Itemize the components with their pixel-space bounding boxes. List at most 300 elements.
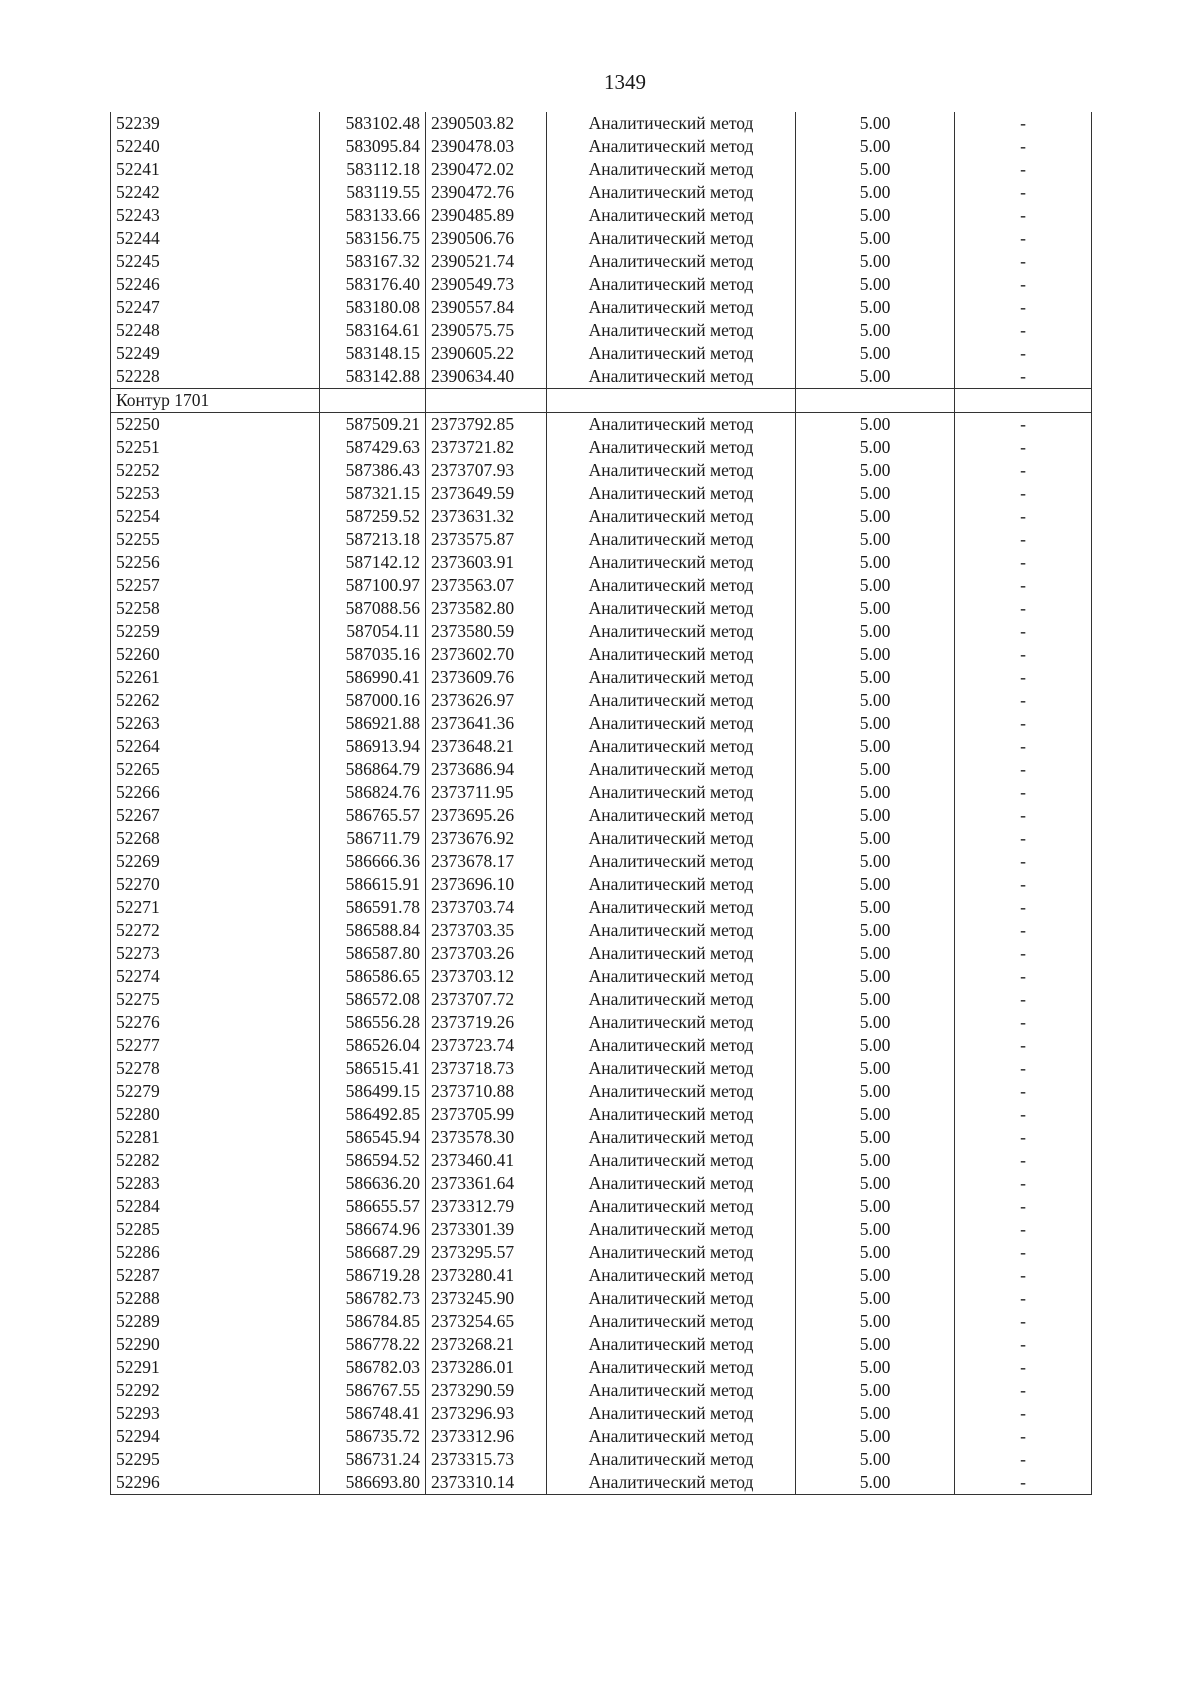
method-cell: Аналитический метод (547, 873, 796, 896)
y-coordinate-cell: 2373310.14 (426, 1471, 547, 1495)
accuracy-cell: 5.00 (796, 135, 955, 158)
accuracy-cell: 5.00 (796, 1126, 955, 1149)
table-row (111, 204, 1092, 227)
accuracy-cell: 5.00 (796, 666, 955, 689)
table-row (111, 781, 1092, 804)
note-cell: - (955, 1241, 1092, 1264)
table-row (111, 1080, 1092, 1103)
accuracy-cell: 5.00 (796, 296, 955, 319)
note-cell: - (955, 1471, 1092, 1495)
table-row (111, 689, 1092, 712)
x-coordinate-cell: 586636.20 (320, 1172, 426, 1195)
table-row (111, 459, 1092, 482)
accuracy-cell: 5.00 (796, 413, 955, 437)
x-coordinate-cell: 587213.18 (320, 528, 426, 551)
note-cell: - (955, 1402, 1092, 1425)
x-coordinate-cell: 586666.36 (320, 850, 426, 873)
y-coordinate-cell: 2373580.59 (426, 620, 547, 643)
y-coordinate-cell: 2373678.17 (426, 850, 547, 873)
note-cell: - (955, 319, 1092, 342)
accuracy-cell: 5.00 (796, 873, 955, 896)
note-cell: - (955, 1057, 1092, 1080)
point-id-cell: 52291 (111, 1356, 320, 1379)
point-id-cell: 52248 (111, 319, 320, 342)
y-coordinate-cell: 2373609.76 (426, 666, 547, 689)
y-coordinate-cell: 2373703.74 (426, 896, 547, 919)
method-cell: Аналитический метод (547, 296, 796, 319)
accuracy-cell: 5.00 (796, 342, 955, 365)
x-coordinate-cell: 586587.80 (320, 942, 426, 965)
method-cell: Аналитический метод (547, 319, 796, 342)
y-coordinate-cell: 2390472.02 (426, 158, 547, 181)
accuracy-cell: 5.00 (796, 574, 955, 597)
note-cell: - (955, 873, 1092, 896)
empty-cell (320, 389, 426, 413)
accuracy-cell: 5.00 (796, 827, 955, 850)
table-row (111, 666, 1092, 689)
note-cell: - (955, 827, 1092, 850)
note-cell: - (955, 1034, 1092, 1057)
y-coordinate-cell: 2373312.79 (426, 1195, 547, 1218)
table-row (111, 1287, 1092, 1310)
accuracy-cell: 5.00 (796, 919, 955, 942)
method-cell: Аналитический метод (547, 988, 796, 1011)
table-row (111, 505, 1092, 528)
table-row (111, 1402, 1092, 1425)
accuracy-cell: 5.00 (796, 1425, 955, 1448)
point-id-cell: 52263 (111, 712, 320, 735)
table-row (111, 850, 1092, 873)
table-row (111, 827, 1092, 850)
point-id-cell: 52246 (111, 273, 320, 296)
point-id-cell: 52258 (111, 597, 320, 620)
method-cell: Аналитический метод (547, 919, 796, 942)
method-cell: Аналитический метод (547, 1103, 796, 1126)
point-id-cell: 52296 (111, 1471, 320, 1495)
accuracy-cell: 5.00 (796, 735, 955, 758)
x-coordinate-cell: 586572.08 (320, 988, 426, 1011)
note-cell: - (955, 181, 1092, 204)
table-row (111, 482, 1092, 505)
accuracy-cell: 5.00 (796, 1310, 955, 1333)
accuracy-cell: 5.00 (796, 942, 955, 965)
table-row (111, 1218, 1092, 1241)
note-cell: - (955, 505, 1092, 528)
method-cell: Аналитический метод (547, 1379, 796, 1402)
x-coordinate-cell: 583119.55 (320, 181, 426, 204)
method-cell: Аналитический метод (547, 1264, 796, 1287)
x-coordinate-cell: 587386.43 (320, 459, 426, 482)
y-coordinate-cell: 2373460.41 (426, 1149, 547, 1172)
accuracy-cell: 5.00 (796, 643, 955, 666)
x-coordinate-cell: 586765.57 (320, 804, 426, 827)
y-coordinate-cell: 2373721.82 (426, 436, 547, 459)
accuracy-cell: 5.00 (796, 1448, 955, 1471)
table-row (111, 735, 1092, 758)
table-row (111, 1379, 1092, 1402)
point-id-cell: 52277 (111, 1034, 320, 1057)
y-coordinate-cell: 2373710.88 (426, 1080, 547, 1103)
table-row (111, 804, 1092, 827)
y-coordinate-cell: 2373602.70 (426, 643, 547, 666)
y-coordinate-cell: 2390478.03 (426, 135, 547, 158)
point-id-cell: 52241 (111, 158, 320, 181)
y-coordinate-cell: 2373603.91 (426, 551, 547, 574)
y-coordinate-cell: 2373696.10 (426, 873, 547, 896)
point-id-cell: 52242 (111, 181, 320, 204)
note-cell: - (955, 781, 1092, 804)
point-id-cell: 52282 (111, 1149, 320, 1172)
method-cell: Аналитический метод (547, 342, 796, 365)
point-id-cell: 52243 (111, 204, 320, 227)
point-id-cell: 52284 (111, 1195, 320, 1218)
method-cell: Аналитический метод (547, 689, 796, 712)
point-id-cell: 52276 (111, 1011, 320, 1034)
table-row (111, 436, 1092, 459)
accuracy-cell: 5.00 (796, 1379, 955, 1402)
y-coordinate-cell: 2390605.22 (426, 342, 547, 365)
point-id-cell: 52254 (111, 505, 320, 528)
table-row (111, 873, 1092, 896)
table-row (111, 342, 1092, 365)
table-row (111, 574, 1092, 597)
method-cell: Аналитический метод (547, 597, 796, 620)
y-coordinate-cell: 2373578.30 (426, 1126, 547, 1149)
x-coordinate-cell: 587035.16 (320, 643, 426, 666)
table-row (111, 319, 1092, 342)
accuracy-cell: 5.00 (796, 1034, 955, 1057)
point-id-cell: 52283 (111, 1172, 320, 1195)
x-coordinate-cell: 586615.91 (320, 873, 426, 896)
accuracy-cell: 5.00 (796, 850, 955, 873)
point-id-cell: 52271 (111, 896, 320, 919)
accuracy-cell: 5.00 (796, 319, 955, 342)
accuracy-cell: 5.00 (796, 1218, 955, 1241)
table-row (111, 250, 1092, 273)
y-coordinate-cell: 2390485.89 (426, 204, 547, 227)
y-coordinate-cell: 2390503.82 (426, 112, 547, 135)
method-cell: Аналитический метод (547, 758, 796, 781)
accuracy-cell: 5.00 (796, 1471, 955, 1495)
accuracy-cell: 5.00 (796, 896, 955, 919)
point-id-cell: 52247 (111, 296, 320, 319)
method-cell: Аналитический метод (547, 1425, 796, 1448)
table-row (111, 896, 1092, 919)
x-coordinate-cell: 586693.80 (320, 1471, 426, 1495)
method-cell: Аналитический метод (547, 1471, 796, 1495)
y-coordinate-cell: 2373723.74 (426, 1034, 547, 1057)
y-coordinate-cell: 2373711.95 (426, 781, 547, 804)
method-cell: Аналитический метод (547, 735, 796, 758)
note-cell: - (955, 919, 1092, 942)
point-id-cell: 52273 (111, 942, 320, 965)
accuracy-cell: 5.00 (796, 1287, 955, 1310)
y-coordinate-cell: 2373312.96 (426, 1425, 547, 1448)
accuracy-cell: 5.00 (796, 712, 955, 735)
table-row (111, 1149, 1092, 1172)
y-coordinate-cell: 2390506.76 (426, 227, 547, 250)
accuracy-cell: 5.00 (796, 204, 955, 227)
y-coordinate-cell: 2390549.73 (426, 273, 547, 296)
table-row (111, 227, 1092, 250)
method-cell: Аналитический метод (547, 712, 796, 735)
accuracy-cell: 5.00 (796, 965, 955, 988)
method-cell: Аналитический метод (547, 1126, 796, 1149)
point-id-cell: 52262 (111, 689, 320, 712)
y-coordinate-cell: 2373295.57 (426, 1241, 547, 1264)
y-coordinate-cell: 2373254.65 (426, 1310, 547, 1333)
accuracy-cell: 5.00 (796, 459, 955, 482)
y-coordinate-cell: 2373705.99 (426, 1103, 547, 1126)
method-cell: Аналитический метод (547, 528, 796, 551)
x-coordinate-cell: 587054.11 (320, 620, 426, 643)
x-coordinate-cell: 586594.52 (320, 1149, 426, 1172)
note-cell: - (955, 1172, 1092, 1195)
table-row (111, 965, 1092, 988)
y-coordinate-cell: 2373718.73 (426, 1057, 547, 1080)
method-cell: Аналитический метод (547, 896, 796, 919)
point-id-cell: 52228 (111, 365, 320, 389)
note-cell: - (955, 413, 1092, 437)
x-coordinate-cell: 587321.15 (320, 482, 426, 505)
table-row (111, 296, 1092, 319)
page-number: 1349 (604, 70, 646, 94)
accuracy-cell: 5.00 (796, 1402, 955, 1425)
accuracy-cell: 5.00 (796, 758, 955, 781)
table-row (111, 1310, 1092, 1333)
note-cell: - (955, 250, 1092, 273)
note-cell: - (955, 528, 1092, 551)
method-cell: Аналитический метод (547, 181, 796, 204)
table-row (111, 413, 1092, 437)
note-cell: - (955, 850, 1092, 873)
x-coordinate-cell: 586782.73 (320, 1287, 426, 1310)
y-coordinate-cell: 2373792.85 (426, 413, 547, 437)
y-coordinate-cell: 2373703.35 (426, 919, 547, 942)
x-coordinate-cell: 587000.16 (320, 689, 426, 712)
y-coordinate-cell: 2373315.73 (426, 1448, 547, 1471)
note-cell: - (955, 158, 1092, 181)
table-row (111, 1356, 1092, 1379)
y-coordinate-cell: 2373707.93 (426, 459, 547, 482)
y-coordinate-cell: 2373296.93 (426, 1402, 547, 1425)
method-cell: Аналитический метод (547, 1080, 796, 1103)
accuracy-cell: 5.00 (796, 551, 955, 574)
accuracy-cell: 5.00 (796, 1149, 955, 1172)
x-coordinate-cell: 583164.61 (320, 319, 426, 342)
point-id-cell: 52286 (111, 1241, 320, 1264)
accuracy-cell: 5.00 (796, 1011, 955, 1034)
empty-cell (426, 389, 547, 413)
note-cell: - (955, 666, 1092, 689)
note-cell: - (955, 482, 1092, 505)
method-cell: Аналитический метод (547, 482, 796, 505)
note-cell: - (955, 1126, 1092, 1149)
y-coordinate-cell: 2373686.94 (426, 758, 547, 781)
y-coordinate-cell: 2373563.07 (426, 574, 547, 597)
y-coordinate-cell: 2373703.12 (426, 965, 547, 988)
x-coordinate-cell: 586735.72 (320, 1425, 426, 1448)
accuracy-cell: 5.00 (796, 804, 955, 827)
x-coordinate-cell: 586526.04 (320, 1034, 426, 1057)
note-cell: - (955, 643, 1092, 666)
table-row (111, 1333, 1092, 1356)
point-id-cell: 52244 (111, 227, 320, 250)
accuracy-cell: 5.00 (796, 1333, 955, 1356)
method-cell: Аналитический метод (547, 781, 796, 804)
note-cell: - (955, 1379, 1092, 1402)
method-cell: Аналитический метод (547, 273, 796, 296)
note-cell: - (955, 942, 1092, 965)
y-coordinate-cell: 2373575.87 (426, 528, 547, 551)
accuracy-cell: 5.00 (796, 1356, 955, 1379)
point-id-cell: 52274 (111, 965, 320, 988)
table-row (111, 158, 1092, 181)
x-coordinate-cell: 587259.52 (320, 505, 426, 528)
x-coordinate-cell: 583148.15 (320, 342, 426, 365)
y-coordinate-cell: 2373719.26 (426, 1011, 547, 1034)
point-id-cell: 52251 (111, 436, 320, 459)
point-id-cell: 52292 (111, 1379, 320, 1402)
method-cell: Аналитический метод (547, 135, 796, 158)
x-coordinate-cell: 583176.40 (320, 273, 426, 296)
x-coordinate-cell: 583133.66 (320, 204, 426, 227)
y-coordinate-cell: 2373695.26 (426, 804, 547, 827)
point-id-cell: 52269 (111, 850, 320, 873)
table-row (111, 620, 1092, 643)
table-row (111, 1126, 1092, 1149)
accuracy-cell: 5.00 (796, 1172, 955, 1195)
y-coordinate-cell: 2373286.01 (426, 1356, 547, 1379)
method-cell: Аналитический метод (547, 459, 796, 482)
note-cell: - (955, 459, 1092, 482)
method-cell: Аналитический метод (547, 666, 796, 689)
method-cell: Аналитический метод (547, 850, 796, 873)
y-coordinate-cell: 2373641.36 (426, 712, 547, 735)
x-coordinate-cell: 587142.12 (320, 551, 426, 574)
table-row (111, 528, 1092, 551)
method-cell: Аналитический метод (547, 1034, 796, 1057)
method-cell: Аналитический метод (547, 1011, 796, 1034)
table-row (111, 112, 1092, 135)
table-row (111, 1425, 1092, 1448)
table-row (111, 551, 1092, 574)
note-cell: - (955, 597, 1092, 620)
y-coordinate-cell: 2390521.74 (426, 250, 547, 273)
y-coordinate-cell: 2373290.59 (426, 1379, 547, 1402)
note-cell: - (955, 1333, 1092, 1356)
x-coordinate-cell: 586687.29 (320, 1241, 426, 1264)
accuracy-cell: 5.00 (796, 158, 955, 181)
method-cell: Аналитический метод (547, 413, 796, 437)
x-coordinate-cell: 586711.79 (320, 827, 426, 850)
x-coordinate-cell: 587429.63 (320, 436, 426, 459)
y-coordinate-cell: 2390557.84 (426, 296, 547, 319)
note-cell: - (955, 1448, 1092, 1471)
point-id-cell: 52287 (111, 1264, 320, 1287)
point-id-cell: 52265 (111, 758, 320, 781)
contour-header-row (111, 389, 1092, 413)
x-coordinate-cell: 586990.41 (320, 666, 426, 689)
note-cell: - (955, 896, 1092, 919)
table-row (111, 597, 1092, 620)
point-id-cell: 52268 (111, 827, 320, 850)
y-coordinate-cell: 2373626.97 (426, 689, 547, 712)
table-row (111, 1264, 1092, 1287)
point-id-cell: 52278 (111, 1057, 320, 1080)
x-coordinate-cell: 586778.22 (320, 1333, 426, 1356)
method-cell: Аналитический метод (547, 1195, 796, 1218)
x-coordinate-cell: 586674.96 (320, 1218, 426, 1241)
x-coordinate-cell: 586492.85 (320, 1103, 426, 1126)
note-cell: - (955, 1149, 1092, 1172)
note-cell: - (955, 574, 1092, 597)
x-coordinate-cell: 586499.15 (320, 1080, 426, 1103)
y-coordinate-cell: 2373280.41 (426, 1264, 547, 1287)
x-coordinate-cell: 586515.41 (320, 1057, 426, 1080)
method-cell: Аналитический метод (547, 1402, 796, 1425)
point-id-cell: 52257 (111, 574, 320, 597)
x-coordinate-cell: 583095.84 (320, 135, 426, 158)
point-id-cell: 52293 (111, 1402, 320, 1425)
point-id-cell: 52264 (111, 735, 320, 758)
note-cell: - (955, 988, 1092, 1011)
accuracy-cell: 5.00 (796, 227, 955, 250)
note-cell: - (955, 296, 1092, 319)
x-coordinate-cell: 583180.08 (320, 296, 426, 319)
accuracy-cell: 5.00 (796, 505, 955, 528)
accuracy-cell: 5.00 (796, 597, 955, 620)
x-coordinate-cell: 586591.78 (320, 896, 426, 919)
point-id-cell: 52272 (111, 919, 320, 942)
table-row (111, 135, 1092, 158)
note-cell: - (955, 1356, 1092, 1379)
method-cell: Аналитический метод (547, 942, 796, 965)
y-coordinate-cell: 2373676.92 (426, 827, 547, 850)
x-coordinate-cell: 586586.65 (320, 965, 426, 988)
x-coordinate-cell: 587509.21 (320, 413, 426, 437)
note-cell: - (955, 342, 1092, 365)
y-coordinate-cell: 2373582.80 (426, 597, 547, 620)
accuracy-cell: 5.00 (796, 1195, 955, 1218)
method-cell: Аналитический метод (547, 436, 796, 459)
note-cell: - (955, 735, 1092, 758)
note-cell: - (955, 1310, 1092, 1333)
point-id-cell: 52245 (111, 250, 320, 273)
y-coordinate-cell: 2373648.21 (426, 735, 547, 758)
x-coordinate-cell: 587088.56 (320, 597, 426, 620)
x-coordinate-cell: 586545.94 (320, 1126, 426, 1149)
note-cell: - (955, 551, 1092, 574)
point-id-cell: 52294 (111, 1425, 320, 1448)
point-id-cell: 52275 (111, 988, 320, 1011)
note-cell: - (955, 112, 1092, 135)
x-coordinate-cell: 586556.28 (320, 1011, 426, 1034)
note-cell: - (955, 1264, 1092, 1287)
accuracy-cell: 5.00 (796, 482, 955, 505)
method-cell: Аналитический метод (547, 365, 796, 389)
table-row (111, 919, 1092, 942)
accuracy-cell: 5.00 (796, 112, 955, 135)
method-cell: Аналитический метод (547, 1287, 796, 1310)
x-coordinate-cell: 583102.48 (320, 112, 426, 135)
y-coordinate-cell: 2373301.39 (426, 1218, 547, 1241)
y-coordinate-cell: 2373707.72 (426, 988, 547, 1011)
method-cell: Аналитический метод (547, 1356, 796, 1379)
note-cell: - (955, 689, 1092, 712)
table-row (111, 1195, 1092, 1218)
contour-label: Контур 1701 (111, 389, 320, 413)
